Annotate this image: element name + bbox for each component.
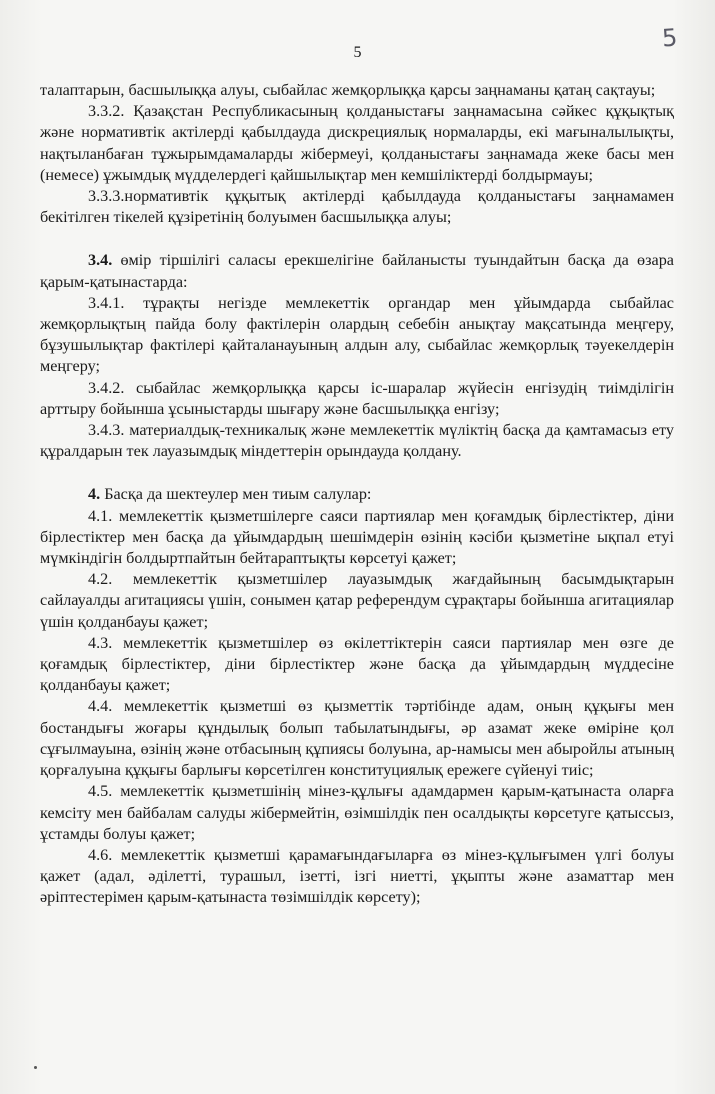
clause-3-4-2: 3.4.2. сыбайлас жемқорлыққа қарсы іс-шаралар жүйесін енгізудің тиімділігін арттыру бойынша ұсыныстарды шығару және басшылыққа енгізу; [40, 378, 674, 418]
clause-4-1: 4.1. мемлекеттік қызметшілерге саяси партиялар мен қоғамдық бірлестіктер, діни бірлестіктер мен басқа да ұйымдардың шешімдерін өзінің кәсіби қызметіне ықпал етуі мүмкіндігін болдыртпайтын бейтараптықты көрсетуі қажет; [40, 506, 674, 568]
document-body [40, 80, 674, 909]
handwritten-page-number: 5 [661, 23, 679, 53]
clause-3-4-number: 3.4. [88, 251, 113, 270]
scan-speck [34, 1066, 37, 1069]
clause-3-4-3: 3.4.3. материалдық-техникалық және мемлекеттік мүліктің басқа да қамтамасыз ету құралдарын тек лауазымдық міндеттерін орындауда қолдану. [40, 421, 674, 461]
section-4-text: Басқа да шектеулер мен тиым салулар: [100, 485, 372, 504]
paragraph-continuation: талаптарын, басшылыққа алуы, сыбайлас жемқорлыққа қарсы заңнаманы қатаң сақтауы; [40, 81, 656, 99]
clause-3-4-text: өмір тіршілігі саласы ерекшелігіне байланысты туындайтын басқа да өзара қарым-қатынастарда: [40, 251, 674, 291]
clause-3-4 [40, 250, 674, 292]
clause-3-3-2: 3.3.2. Қазақстан Республикасының қолданыстағы заңнамасына сәйкес құқықтық және нормативтік актілерді қабылдауда дискрециялық нормаларды, екі мағыналылықты, нақтыланбаған тұжырымдамаларды жібермеуі, қолданыстағы заңнамада жеке басы мен (немесе) ұжымдық мүдделердегі қайшылықтар мен кемшіліктерді болдырмауы; [40, 102, 674, 184]
clause-4-6: 4.6. мемлекеттік қызметші қарамағындағыларға өз мінез-құлығымен үлгі болуы қажет (адал, әділетті, турашыл, ізетті, ізгі ниетті, ұқыпты және азаматтар мен әріптестерімен қарым-қатынаста төзімшілдік көрсету); [40, 845, 674, 907]
clause-4-3: 4.3. мемлекеттік қызметшілер өз өкілеттіктерін саяси партиялар мен өзге де қоғамдық бірлестіктер, діни бірлестіктер және басқа да ұйымдардың мүддесіне қолданбауы қажет; [40, 633, 674, 695]
clause-4-5: 4.5. мемлекеттік қызметшінің мінез-құлығы адамдармен қарым-қатынаста оларға кемсіту мен байбалам салуды жібермейтін, өзімшілдік пен осалдықты көрсетуге қатыссыз, ұстамды болуы қажет; [40, 782, 674, 843]
clause-4-2: 4.2. мемлекеттік қызметшілер лауазымдық жағдайының басымдықтарын сайлауалды агитациясы үшін, сонымен қатар референдум сұрақтары бойынша агитациялар үшін қолданбауы қажет; [40, 570, 674, 631]
clause-3-3-3: 3.3.3.нормативтік құқытық актілерді қабылдауда қолданыстағы заңнамамен бекітілген тікелей құзіретінің болуымен басшылыққа алуы; [40, 187, 674, 227]
page-number: 5 [353, 44, 362, 61]
section-4-heading [40, 484, 674, 505]
clause-4-4: 4.4. мемлекеттік қызметші өз қызметтік тәртібінде адам, оның құқығы мен бостандығы жоғары құндылық болып табылатындығы, әр азамат жеке өміріне қол сұғылмауына, өзінің және отбасының құпиясы болуына, ар-намысы мен абыройлы атының қорғалуына құқығы барлығы көрсетілген конституциялық ережеге сүйенуі тиіс; [40, 697, 674, 780]
clause-3-4-1: 3.4.1. тұрақты негізде мемлекеттік органдар мен ұйымдарда сыбайлас жемқорлықтың пайда болу фактілерін олардың себебін анықтау мақсатында меңгеру, бұзушылықтар фактілері қайталанауының алдын алу, сыбайлас жемқорлық тәуекелдерін меңгеру; [40, 293, 674, 376]
section-4-number: 4. [88, 485, 101, 504]
